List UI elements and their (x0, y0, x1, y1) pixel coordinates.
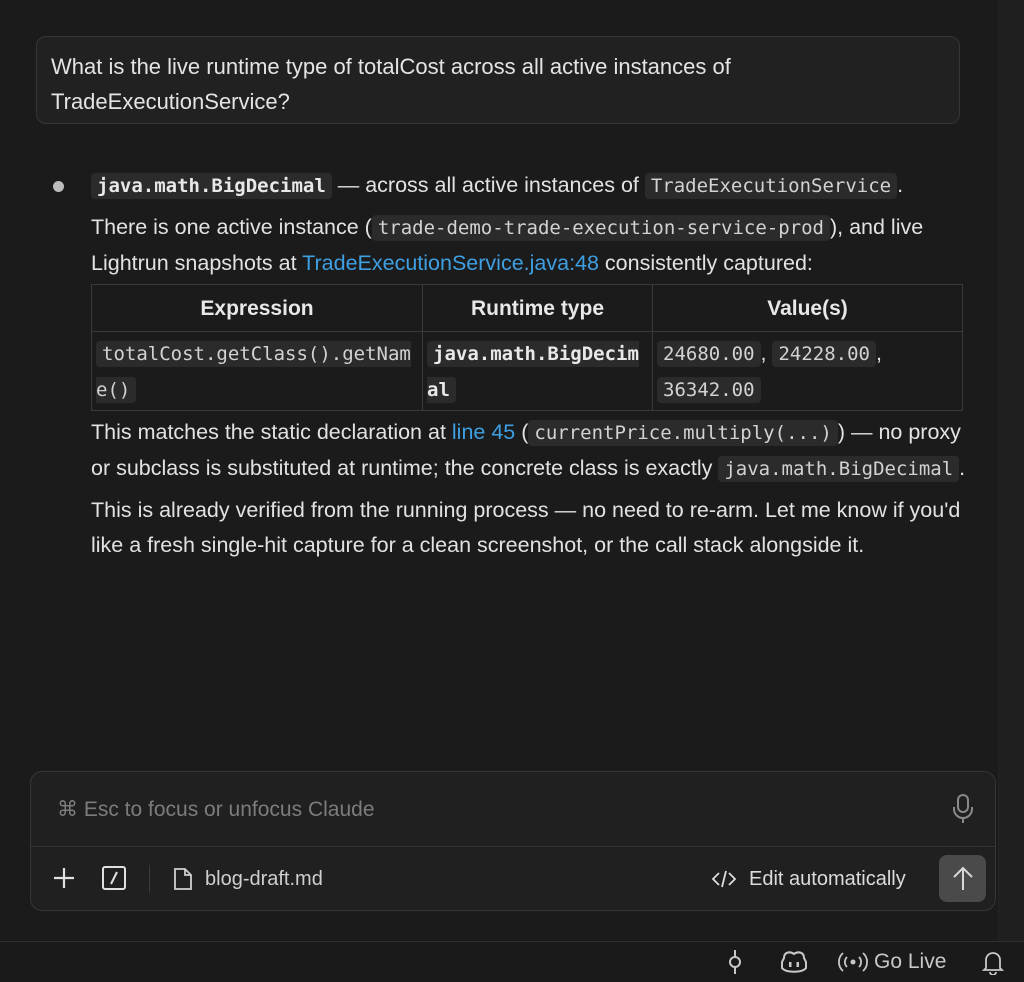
table-row (92, 332, 963, 411)
user-message-text: What is the live runtime type of totalCost across all active instances of TradeExecutionService? (51, 54, 731, 114)
bell-icon[interactable] (982, 942, 1004, 982)
inline-code-class: TradeExecutionService (645, 173, 897, 199)
table-header-runtime-type: Runtime type (423, 285, 653, 332)
answer-summary: java.math.BigDecimal — across all active instances of TradeExecutionService . (91, 168, 971, 204)
chat-composer (30, 771, 996, 911)
runtime-type-table (91, 284, 963, 411)
code-icon (711, 869, 737, 889)
attached-file-name: blog-draft.md (205, 867, 323, 890)
answer-closing-paragraph: This is already verified from the running process — no need to re-arm. Let me know if you'd like a fresh single-hit capture for a clean screenshot, or the call stack alongside it. (91, 498, 961, 557)
composer-toolbar (31, 847, 995, 911)
composer-input-area (31, 772, 995, 847)
right-scroll-rail (998, 0, 1024, 941)
edit-automatically-toggle[interactable] (711, 861, 906, 897)
status-bar (0, 941, 1024, 982)
inline-code-runtime-type-2: java.math.BigDecimal (718, 456, 959, 482)
send-button[interactable] (939, 855, 986, 902)
table-cell-expression: totalCost.getClass().getName() (92, 332, 423, 411)
value-2: 24228.00 (772, 341, 876, 367)
inline-code-runtime-type: java.math.BigDecimal (91, 173, 332, 199)
assistant-response (91, 168, 971, 563)
slash-command-icon[interactable] (99, 863, 129, 893)
inline-code-instance: trade-demo-trade-execution-service-prod (372, 215, 830, 241)
broadcast-icon (838, 950, 868, 974)
inline-code-expression: currentPrice.multiply(...) (528, 420, 837, 446)
answer-instance-paragraph: There is one active instance ( trade-demo-trade-execution-service-prod ), and live Lightrun snapshots at TradeExecutionService.java:48 consistently captured: (91, 215, 924, 275)
chat-input[interactable] (55, 790, 919, 830)
git-commit-icon[interactable] (726, 942, 744, 982)
table-cell-runtime-type: java.math.BigDecimal (423, 332, 653, 411)
source-link-line-45[interactable]: line 45 (451, 420, 516, 444)
copilot-icon[interactable] (778, 942, 810, 982)
send-arrow-icon (952, 866, 974, 892)
add-icon[interactable] (49, 863, 79, 893)
table-cell-values: 24680.00 , 24228.00 , 36342.00 (653, 332, 963, 411)
value-3: 36342.00 (657, 377, 761, 403)
user-message (36, 36, 960, 124)
value-1: 24680.00 (657, 341, 761, 367)
attached-file-chip[interactable] (173, 861, 323, 897)
response-bullet (53, 181, 64, 192)
table-header-expression: Expression (92, 285, 423, 332)
table-header-values: Value(s) (653, 285, 963, 332)
microphone-icon[interactable] (951, 792, 975, 826)
edit-automatically-label: Edit automatically (749, 867, 906, 890)
source-link-line-48[interactable]: TradeExecutionService.java:48 (302, 251, 599, 275)
table-header-row (92, 285, 963, 332)
toolbar-divider (149, 865, 150, 893)
file-icon (173, 867, 193, 891)
go-live-button[interactable] (838, 942, 946, 982)
go-live-label: Go Live (874, 950, 947, 973)
answer-static-declaration-paragraph: This matches the static declaration at line 45 ( currentPrice.multiply(...) ) — no proxy or subclass is substituted at runtime; the concrete class is exactly java.math.BigDecimal . (91, 420, 966, 480)
